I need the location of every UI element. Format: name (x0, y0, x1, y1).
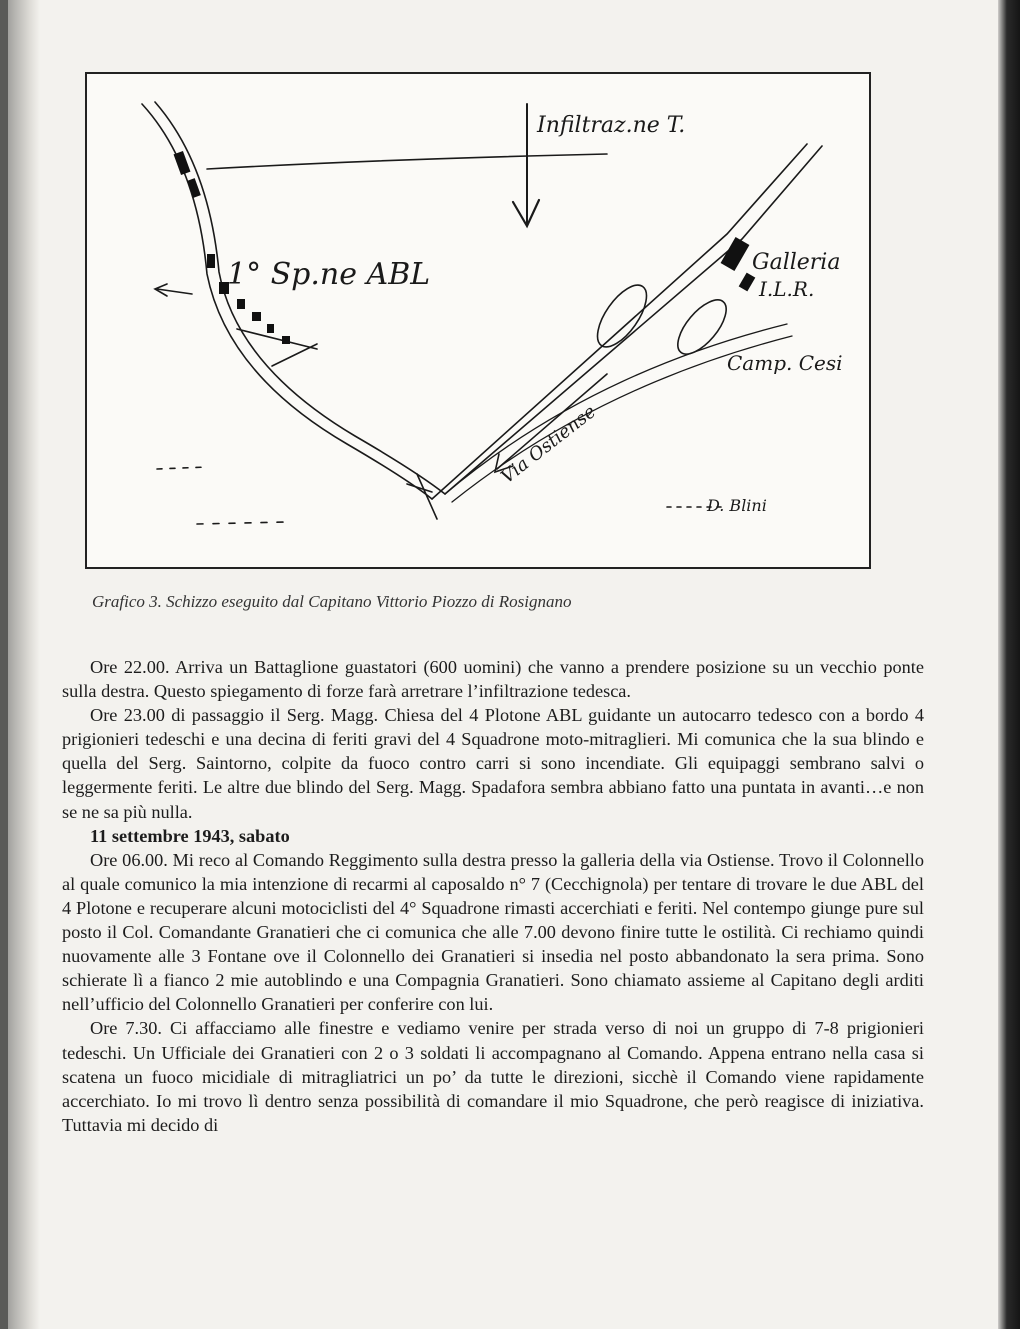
sketch-label-galleria: Galleria (752, 250, 841, 275)
sketch-label-campo: Camp. Cesi (727, 351, 843, 375)
body-text (62, 655, 924, 1137)
paragraph: Ore 23.00 di passaggio il Serg. Magg. Chiesa del 4 Plotone ABL guidante un autocarro tedesco con a bordo 4 prigionieri tedeschi e una decina di feriti gravi del 4 Squadrone moto-mitraglieri. Mi comunica che la sua blindo e quella del Serg. Saintorno, colpite da fuoco contro carri si sono incendiate. Gli equipaggi sembrano salvi o leggermente feriti. Le altre due blindo del Serg. Magg. Spadafora sembra abbiano fatto una puntata in avanti…e non se ne sa più nulla. (62, 705, 924, 822)
scan-gutter-edge (0, 0, 8, 1329)
section-heading: 11 settembre 1943, sabato (90, 825, 290, 846)
sketch-figure (85, 72, 871, 569)
sketch-label-via-ostiense: Via Ostiense (497, 401, 600, 488)
horizontal-line-top (207, 154, 607, 169)
sketch-label-lower-right: D. Blini (707, 496, 767, 515)
scan-right-edge (998, 0, 1020, 1329)
sketch-label-spigolo-abl: 1° Sp.ne ABL (227, 257, 431, 292)
sketch-label-infiltrazione: Infiltraz.ne T. (537, 113, 686, 138)
ellipse-position-2 (669, 292, 734, 362)
figure-caption: Grafico 3. Schizzo eseguito dal Capitano Vittorio Piozzo di Rosignano (92, 592, 572, 611)
road-branch-upper-left (432, 144, 807, 499)
paragraph: Ore 22.00. Arriva un Battaglione guastatori (600 uomini) che vanno a prendere posizione su un vecchio ponte sulla destra. Questo spiegamento di forze farà arretrare l’infiltrazione tedesca. (62, 657, 924, 702)
sketch-label-ilr: I.L.R. (759, 277, 815, 301)
sketch-drawing (87, 74, 871, 569)
paragraph: Ore 7.30. Ci affacciamo alle finestre e vediamo venire per strada verso di noi un gruppo di 7-8 prigionieri tedeschi. Un Ufficiale dei Granatieri con 2 o 3 soldati li accompagnano al Comando. Appena entrano nella casa si scatena un fuoco micidiale di mitragliatrici un po’ da tutte le direzioni, sicchè il Comando viene rapidamente accerchiato. Io mi trovo lì dentro senza possibilità di comandare il mio Squadrone, che però reagisce di iniziativa. Tuttavia mi decido di (62, 1018, 924, 1135)
road-branch-upper-right (445, 146, 822, 494)
paragraph: Ore 06.00. Mi reco al Comando Reggimento sulla destra presso la galleria della via Ostiense. Trovo il Colonnello al quale comunico la mia intenzione di recarmi al caposaldo n° 7 (Cecchignola) per tentare di trovare le due ABL del 4 Plotone e recuperare alcuni motociclisti del 4° Squadrone rimasti accerchiati e feriti. Nel contempo giunge pure sul posto il Col. Comandante Granatieri che ci comunica che alle 7.00 devono finire tutte le ostilità. Ci rechiamo quindi nuovamente alle 3 Fontane ove il Colonnello dei Granatieri si insedia nel posto abbandonato la sera prima. Sono schierate lì a fianco 2 mie autoblindo e una Compagnia Granatieri. Sono chiamato assieme al Capitano degli arditi nell’ufficio del Colonnello Granatieri per conferire con lui. (62, 849, 924, 1015)
